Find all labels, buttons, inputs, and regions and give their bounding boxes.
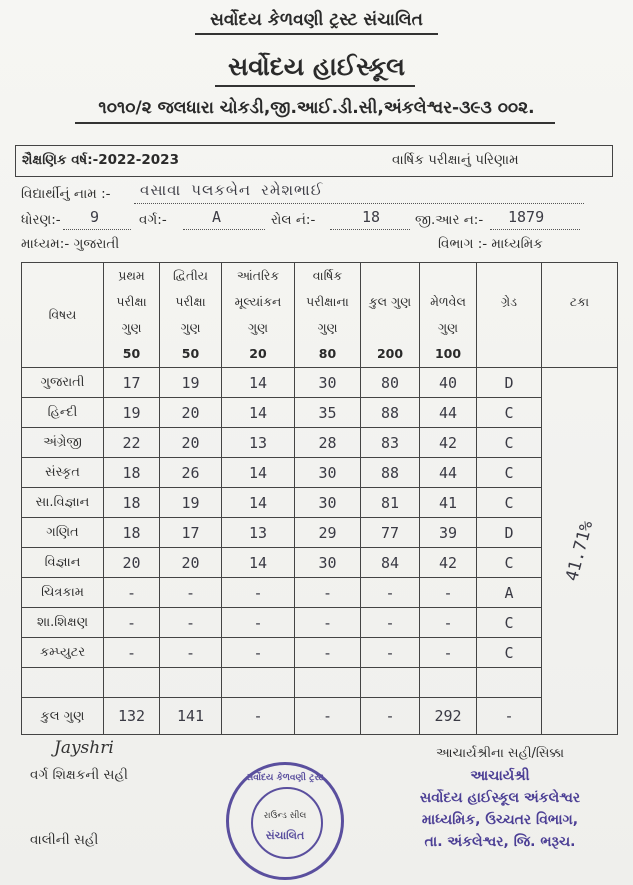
column-max-marks: 50 (181, 346, 200, 361)
class-line (183, 229, 265, 230)
mark-cell: 20 (160, 548, 222, 578)
subject-cell: સા.વિજ્ઞાન (22, 488, 104, 518)
roll-label: રોલ નં:- (271, 212, 316, 228)
mark-cell: C (477, 548, 542, 578)
subject-cell: શા.શિક્ષણ (22, 608, 104, 638)
mark-cell: - (222, 578, 295, 608)
mark-cell: - (104, 638, 160, 668)
mark-cell: 292 (420, 698, 477, 735)
mark-cell: - (104, 578, 160, 608)
column-max-marks: 20 (249, 346, 267, 361)
mark-cell: - (477, 698, 542, 735)
mark-cell: 19 (104, 398, 160, 428)
subject-cell: કમ્પ્યુટર (22, 638, 104, 668)
mark-cell: 42 (420, 548, 477, 578)
gr-value: 1879 (508, 208, 545, 226)
mark-cell: - (361, 638, 420, 668)
column-header-line: આંતરિક (236, 268, 280, 283)
mark-cell: - (420, 638, 477, 668)
mark-cell: 19 (160, 368, 222, 398)
school-address: ૧૦૧૦/૨ જલધારા ચોકડી,જી.આઈ.ડી.સી,અંકલેશ્વર-૩૯૩ ૦૦૨. (98, 98, 535, 118)
mark-cell (361, 668, 420, 698)
mark-cell: 18 (104, 488, 160, 518)
mark-cell: - (160, 638, 222, 668)
column-header-line: ગુણ (180, 320, 201, 335)
mark-cell: 18 (104, 458, 160, 488)
principal-sign-label: આચાર્યશ્રીના સહી/સિક્કા (435, 746, 565, 761)
subject-cell: વિજ્ઞાન (22, 548, 104, 578)
marks-table-head (22, 263, 618, 368)
column-header (22, 263, 104, 368)
marks-table (21, 262, 618, 735)
table-row (22, 518, 618, 548)
trust-underline (195, 33, 438, 35)
marks-table-body (22, 368, 618, 735)
mark-cell: 39 (420, 518, 477, 548)
result-title: વાર્ષિક પરીક્ષાનું પરિણામ (392, 152, 519, 168)
mark-cell: - (295, 578, 361, 608)
column-header (420, 263, 477, 368)
mark-cell: - (361, 578, 420, 608)
column-header (222, 263, 295, 368)
mark-cell: 35 (295, 398, 361, 428)
mark-cell (104, 668, 160, 698)
column-header-line: વિષય (48, 307, 77, 322)
student-name-label: વિદ્યાર્થીનું નામ :- (21, 186, 111, 202)
column-header-line: પરીક્ષા (116, 294, 147, 309)
mark-cell: C (477, 488, 542, 518)
mark-cell: - (295, 698, 361, 735)
subject-cell: કુલ ગુણ (22, 698, 104, 735)
mark-cell: 141 (160, 698, 222, 735)
mark-cell: 13 (222, 428, 295, 458)
principal-dept: માધ્યમિક, ઉચ્ચતર વિભાગ, (421, 812, 579, 828)
mark-cell: - (222, 638, 295, 668)
column-max-marks: 50 (122, 346, 141, 361)
mark-cell: - (420, 578, 477, 608)
mark-cell: C (477, 398, 542, 428)
academic-year: શૈક્ષણિક વર્ષ:-2022-2023 (22, 152, 179, 168)
mark-cell (420, 668, 477, 698)
mark-cell: 132 (104, 698, 160, 735)
mark-cell: - (104, 608, 160, 638)
school-underline (215, 85, 415, 87)
mark-cell: 80 (361, 368, 420, 398)
seal-inner-text: રાઉન્ડ સીલ (263, 811, 307, 821)
column-max-marks: 80 (318, 346, 337, 361)
column-header (542, 263, 618, 368)
principal-title: આચાર્યશ્રી (470, 768, 530, 784)
mark-cell: 14 (222, 368, 295, 398)
column-header (477, 263, 542, 368)
mark-cell: 30 (295, 548, 361, 578)
mark-cell: 88 (361, 398, 420, 428)
mark-cell: 26 (160, 458, 222, 488)
percentage-value: 41.71% (561, 518, 598, 584)
principal-place: તા. અંકલેશ્વર, જિ. ભરૂચ. (424, 834, 576, 850)
principal-school: સર્વોદય હાઈસ્કૂલ અંકલેશ્વર (419, 790, 581, 806)
mark-cell: 20 (104, 548, 160, 578)
column-header-line (477, 263, 541, 289)
table-row (22, 368, 618, 398)
mark-cell (222, 668, 295, 698)
school-seal (226, 762, 344, 880)
mark-cell: 29 (295, 518, 361, 548)
address-underline (75, 122, 555, 124)
column-header (160, 263, 222, 368)
mark-cell: - (160, 608, 222, 638)
table-row (22, 428, 618, 458)
subject-cell (22, 668, 104, 698)
mark-cell: 28 (295, 428, 361, 458)
mark-cell: 14 (222, 488, 295, 518)
table-row (22, 638, 618, 668)
column-max-marks: 100 (434, 346, 462, 361)
teacher-sign-label: વર્ગ શિક્ષકની સહી (30, 767, 128, 783)
subject-cell: અંગ્રેજી (22, 428, 104, 458)
column-header-line: મેળવેલ (430, 294, 466, 309)
mark-cell: C (477, 458, 542, 488)
column-header-line: કુલ ગુણ (368, 294, 412, 309)
class-value: A (212, 208, 222, 226)
column-header-line (361, 263, 419, 289)
column-header (361, 263, 420, 368)
column-header-line (542, 263, 617, 289)
table-row (22, 458, 618, 488)
column-max-marks: 200 (376, 346, 404, 361)
mark-cell: - (361, 608, 420, 638)
mark-cell: 84 (361, 548, 420, 578)
mark-cell: - (295, 638, 361, 668)
mark-cell (477, 668, 542, 698)
subject-cell: ગણિત (22, 518, 104, 548)
mark-cell: D (477, 518, 542, 548)
mark-cell: 30 (295, 458, 361, 488)
student-name: વસાવા પલકબેન રમેશભાઈ (140, 181, 324, 199)
name-line (134, 203, 584, 204)
column-header-line: પ્રથમ (118, 268, 145, 283)
mark-cell: - (420, 608, 477, 638)
mark-cell: C (477, 638, 542, 668)
table-row (22, 578, 618, 608)
subject-cell: હિન્દી (22, 398, 104, 428)
column-header (295, 263, 361, 368)
mark-cell: 81 (361, 488, 420, 518)
mark-cell: 14 (222, 458, 295, 488)
percentage-cell (542, 368, 618, 735)
std-line (63, 229, 131, 230)
mark-cell: 44 (420, 458, 477, 488)
mark-cell: 14 (222, 548, 295, 578)
mark-cell: 18 (104, 518, 160, 548)
mark-cell: A (477, 578, 542, 608)
class-label: વર્ગ:- (139, 212, 167, 228)
column-header-line: ગુણ (317, 320, 338, 335)
column-header-line: ગુણ (247, 320, 269, 335)
school-name: સર્વોદય હાઈસ્કૂલ (227, 52, 406, 81)
medium-label: માધ્યમ:- ગુજરાતી (21, 236, 120, 252)
subject-cell: ગુજરાતી (22, 368, 104, 398)
trust-title: સર્વોદય કેળવણી ટ્રસ્ટ સંચાલિત (210, 10, 423, 30)
column-header (104, 263, 160, 368)
mark-cell: 17 (104, 368, 160, 398)
std-label: ધોરણ:- (21, 212, 61, 228)
table-row (22, 488, 618, 518)
header-row (22, 263, 618, 368)
mark-cell: - (295, 608, 361, 638)
subject-cell: સંસ્કૃત (22, 458, 104, 488)
table-row (22, 668, 618, 698)
mark-cell: 22 (104, 428, 160, 458)
column-header-line: પરીક્ષાના (306, 294, 349, 309)
column-header-line (420, 263, 476, 289)
result-header-box (15, 145, 613, 177)
seal-top-text: સર્વોદય કેળવણી ટ્રસ્ટ (245, 773, 325, 783)
gr-line (490, 229, 580, 230)
mark-cell: 13 (222, 518, 295, 548)
mark-cell: 40 (420, 368, 477, 398)
seal-inner-ring (251, 787, 323, 859)
mark-cell (160, 668, 222, 698)
mark-cell: 44 (420, 398, 477, 428)
mark-cell: C (477, 608, 542, 638)
table-row (22, 608, 618, 638)
mark-cell: - (160, 578, 222, 608)
roll-line (330, 229, 410, 230)
mark-cell: 83 (361, 428, 420, 458)
mark-cell: 17 (160, 518, 222, 548)
mark-cell: 19 (160, 488, 222, 518)
column-header-line: ટકા (569, 294, 590, 309)
mark-cell: 30 (295, 488, 361, 518)
column-header-line: વાર્ષિક (312, 268, 343, 283)
mark-cell: 41 (420, 488, 477, 518)
section-label: વિભાગ :- માધ્યમિક (438, 236, 543, 252)
mark-cell: 20 (160, 398, 222, 428)
mark-cell: 77 (361, 518, 420, 548)
seal-mid-text: સંચાલિત (265, 829, 305, 842)
parent-sign-label: વાલીની સહી (30, 832, 99, 848)
column-header-line: મૂલ્યાંકન (234, 294, 282, 309)
column-header-line: ગુણ (121, 320, 142, 335)
column-header-line: ગુણ (437, 320, 459, 335)
mark-cell: 14 (222, 398, 295, 428)
column-header-line: પરીક્ષા (175, 294, 206, 309)
table-row (22, 548, 618, 578)
mark-cell: - (222, 608, 295, 638)
column-header-line: દ્વિતીય (172, 268, 209, 283)
mark-cell: 88 (361, 458, 420, 488)
mark-cell (295, 668, 361, 698)
mark-cell: - (361, 698, 420, 735)
subject-cell: ચિત્રકામ (22, 578, 104, 608)
total-row (22, 698, 618, 735)
mark-cell: - (222, 698, 295, 735)
teacher-signature: Jayshri (54, 738, 114, 758)
mark-cell: 42 (420, 428, 477, 458)
column-header-line (361, 315, 419, 341)
std-value: 9 (90, 208, 100, 226)
mark-cell: 30 (295, 368, 361, 398)
column-header-line: ગ્રેડ (501, 294, 517, 309)
mark-cell: D (477, 368, 542, 398)
mark-cell: C (477, 428, 542, 458)
roll-value: 18 (362, 208, 381, 226)
gr-label: જી.આર ન:- (415, 212, 484, 228)
mark-cell: 20 (160, 428, 222, 458)
table-row (22, 398, 618, 428)
